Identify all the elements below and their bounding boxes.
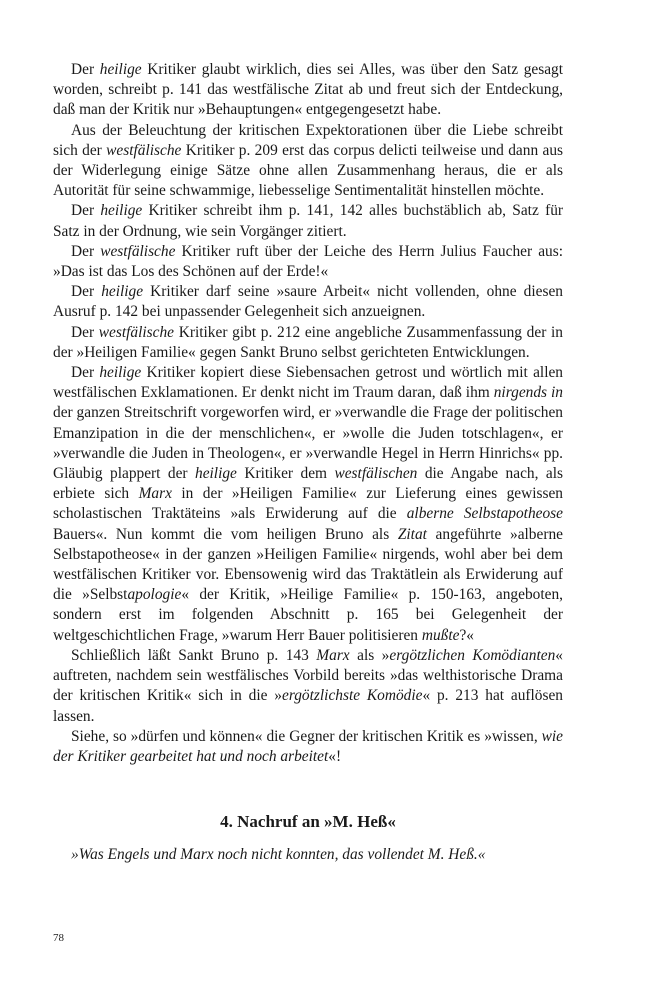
- italic-run: westfälische: [100, 242, 176, 260]
- text-run: «!: [328, 747, 342, 765]
- text-run: Der: [71, 283, 102, 301]
- text-run: Kritiker darf seine »saure Arbeit« nicht vollenden, ohne diesen Ausruf p. 142 bei unpassender Gelegenheit sich anzueignen.: [53, 283, 563, 321]
- text-run: Der: [71, 364, 100, 382]
- text-run: Kritiker glaubt wirklich, dies sei Alles, was über den Satz gesagt worden, schreibt p. 141 das westfälische Zitat ab und freut sich der Entdeckung, daß man der Kritik nur »Behauptungen« entgegengesetzt habe.: [53, 61, 564, 119]
- text-run: Der: [71, 202, 101, 220]
- italic-run: alberne Selbstapotheose: [406, 505, 564, 523]
- body-paragraph: [53, 201, 563, 241]
- body-paragraph: [53, 282, 563, 322]
- italic-run: Marx: [138, 485, 172, 503]
- italic-run: ergötzlichste Komödie: [281, 687, 423, 705]
- text-run: Kritiker p. 209 erst das corpus delicti teilweise und dann aus der Widerlegung einige Sätze ohne allen Zusammenhang heraus, die er als Autorität für seine schwammige, liebesselige Sentimentalität hinstellen möchte.: [53, 141, 563, 200]
- section-heading: 4. Nachruf an »M. Heß«: [220, 812, 396, 832]
- italic-run: Marx: [316, 646, 350, 664]
- italic-run: ergötzlichen Komödianten: [389, 646, 556, 664]
- italic-run: mußte: [421, 626, 460, 644]
- body-text: [53, 60, 563, 767]
- text-run: der ganzen Streitschrift vorgeworfen wird, er »verwandle die Frage der politischen Emanzipation in die der menschlichen«, er »wolle die Juden totschlagen«, er »verwandle die Juden in Theologen«, er »verwandle Hegel in Herrn Hinrichs« pp. Gläubig plappert der: [53, 404, 563, 483]
- motto-quote: »Was Engels und Marx noch nicht konnten, das vollendet M. Heß.«: [71, 846, 486, 864]
- text-run: Kritiker schreibt ihm p. 141, 142 alles buchstäblich ab, Satz für Satz in der Ordnung, wie sein Vorgänger zitiert.: [53, 202, 564, 240]
- italic-run: wie der Kritiker gearbeitet hat und noch arbeitet: [53, 727, 563, 765]
- text-run: Aus der Beleuchtung der kritischen Expektorationen über die Liebe schreibt sich der: [53, 121, 563, 159]
- italic-run: Zitat: [397, 525, 427, 543]
- italic-run: heilige: [99, 61, 142, 78]
- body-paragraph: [53, 60, 563, 121]
- text-run: angeführte »alberne Selbstapotheose« in der ganzen »Heiligen Familie« nirgends, wohl aber bei dem westfälischen Kritiker vor. Ebensowenig wird das Traktätlein als Erwiderung auf die »Selbst: [53, 525, 563, 604]
- text-run: Der: [71, 323, 99, 341]
- text-run: als »: [349, 646, 390, 664]
- text-run: Der: [71, 61, 100, 78]
- body-paragraph: [53, 121, 563, 202]
- italic-run: westfälische: [98, 323, 175, 341]
- text-run: Bauers«. Nun kommt die vom heiligen Bruno als: [53, 525, 398, 543]
- italic-run: westfälische: [106, 141, 182, 159]
- italic-run: nirgends in: [493, 384, 563, 402]
- text-run: Siehe, so »dürfen und können« die Gegner der kritischen Kritik es »wissen,: [71, 727, 542, 745]
- italic-run: westfälischen: [334, 465, 418, 483]
- text-run: Schließlich läßt Sankt Bruno p. 143: [71, 646, 317, 664]
- text-run: Kritiker gibt p. 212 eine angebliche Zusammenfassung der in der »Heiligen Familie« gegen Sankt Bruno selbst gerichteten Entwicklungen.: [53, 323, 563, 361]
- body-paragraph: [53, 727, 563, 767]
- text-run: die Angabe nach, als erbiete sich: [53, 465, 563, 503]
- body-paragraph: [53, 646, 563, 727]
- text-run: Der: [71, 242, 101, 260]
- italic-run: heilige: [101, 283, 144, 301]
- body-paragraph: [53, 363, 563, 646]
- text-run: Kritiker ruft über der Leiche des Herrn Julius Faucher aus: »Das ist das Los des Schönen auf der Erde!«: [53, 242, 563, 281]
- italic-run: apologie: [127, 586, 182, 604]
- italic-run: heilige: [195, 465, 237, 483]
- text-run: in der »Heiligen Familie« zur Lieferung eines gewissen scholastischen Traktäteins »als Erwiderung auf die: [53, 485, 563, 523]
- body-paragraph: [53, 323, 563, 363]
- text-run: « der Kritik, »Heilige Familie« p. 150-163, angeboten, sondern erst im folgenden Abschnitt p. 165 bei Gelegenheit der weltgeschichtlichen Frage, »warum Herr Bauer politisieren: [53, 586, 563, 644]
- text-run: « p. 213 hat auflösen lassen.: [53, 687, 564, 725]
- text-run: Kritiker kopiert diese Siebensachen getrost und wörtlich mit allen westfälischen Exklamationen. Er denkt nicht im Traum daran, daß ihm: [53, 364, 563, 402]
- text-run: ?«: [459, 626, 474, 644]
- italic-run: heilige: [100, 202, 143, 220]
- page-content: [53, 60, 563, 865]
- body-paragraph: [53, 242, 563, 282]
- text-run: Kritiker dem: [236, 465, 335, 483]
- text-run: « auftreten, nachdem sein westfälisches Vorbild bereits »das welthistorische Drama der kritischen Kritik« sich in die »: [53, 646, 563, 705]
- italic-run: heilige: [99, 364, 142, 382]
- page-number: 78: [53, 932, 64, 944]
